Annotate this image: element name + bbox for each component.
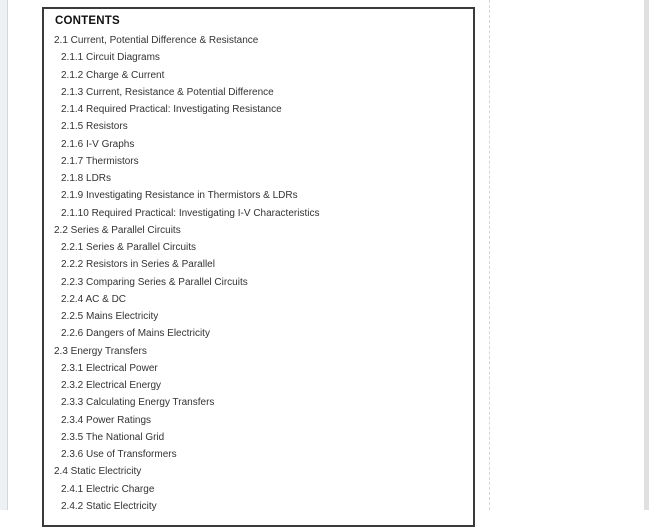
toc-entry[interactable]: 2.1.7 Thermistors [61,155,139,167]
toc-entry[interactable]: 2.1.2 Charge & Current [61,69,165,81]
document-page [42,7,475,527]
toc-entry[interactable]: 2.1.8 LDRs [61,173,112,184]
scrollbar-track[interactable] [644,0,649,510]
viewer-left-gutter [0,0,8,510]
toc-entry[interactable]: 2.2.5 Mains Electricity [61,311,159,322]
toc-entry[interactable]: 2.1.4 Required Practical: Investigating Resistance [61,104,282,115]
page-boundary-guide [489,0,490,510]
toc-entry[interactable]: 2.3.3 Calculating Energy Transfers [61,397,215,409]
toc-list [44,32,473,515]
toc-entry[interactable]: 2.4.2 Static Electricity [61,500,157,512]
toc-entry[interactable]: 2.2 Series & Parallel Circuits [54,224,181,236]
toc-entry[interactable]: 2.3.5 The National Grid [61,431,165,443]
toc-entry[interactable]: 2.1.9 Investigating Resistance in Thermistors & LDRs [61,190,298,202]
toc-entry[interactable]: 2.3.6 Use of Transformers [61,449,177,460]
toc-entry[interactable]: 2.1.5 Resistors [61,121,128,133]
toc-entry[interactable]: 2.4 Static Electricity [54,466,142,478]
toc-entry[interactable]: 2.2.2 Resistors in Series & Parallel [61,259,215,271]
toc-entry[interactable]: 2.3.4 Power Ratings [61,414,152,426]
toc-entry[interactable]: 2.4.1 Electric Charge [61,483,155,495]
toc-entry[interactable]: 2.2.1 Series & Parallel Circuits [61,242,197,253]
toc-entry[interactable]: 2.3 Energy Transfers [54,345,147,357]
toc-entry[interactable]: 2.1.3 Current, Resistance & Potential Difference [61,86,274,98]
toc-entry[interactable]: 2.2.4 AC & DC [61,293,127,305]
toc-entry[interactable]: 2.1.10 Required Practical: Investigating I-V Characteristics [61,207,320,219]
toc-entry[interactable]: 2.2.3 Comparing Series & Parallel Circuits [61,276,248,288]
toc-entry[interactable]: 2.1 Current, Potential Difference & Resistance [54,35,259,46]
toc-entry[interactable]: 2.3.2 Electrical Energy [61,380,162,391]
contents-title: CONTENTS [55,15,120,27]
toc-entry[interactable]: 2.1.1 Circuit Diagrams [61,52,160,64]
toc-entry[interactable]: 2.3.1 Electrical Power [61,362,158,374]
toc-entry[interactable]: 2.1.6 I-V Graphs [61,138,135,150]
toc-entry[interactable]: 2.2.6 Dangers of Mains Electricity [61,328,210,340]
